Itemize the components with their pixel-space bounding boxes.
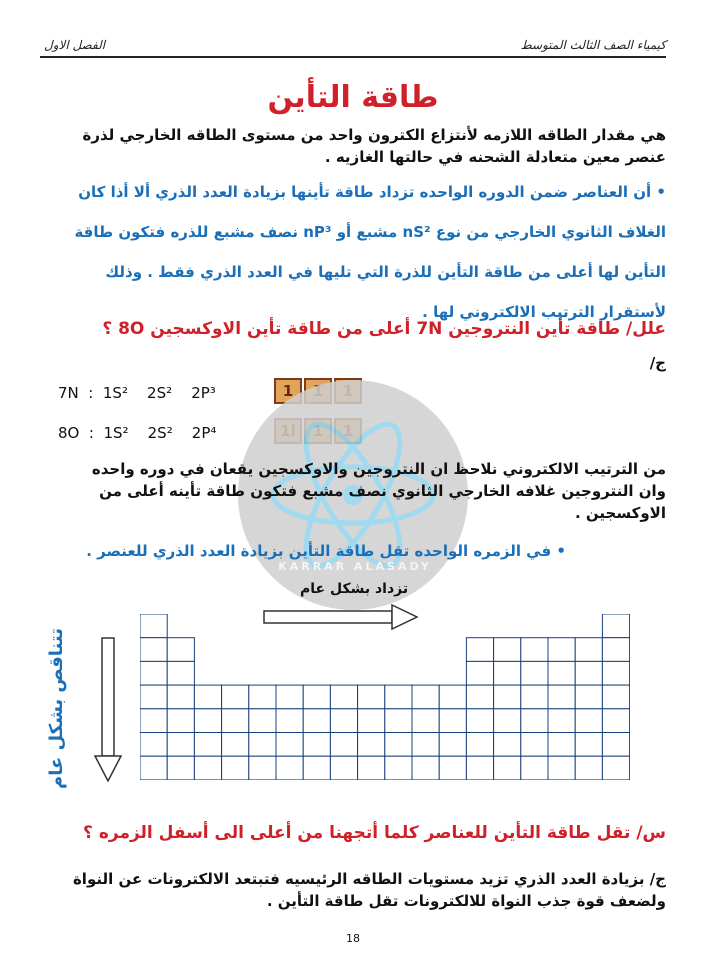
table-cell xyxy=(249,685,276,709)
table-cell xyxy=(140,709,167,733)
table-cell xyxy=(140,756,167,780)
note-group-trend: • في الزمره الواحده تقل طاقة التأين بزيادة العدد الذري للعنصر . xyxy=(86,542,566,560)
config-oxygen: 8O : 1S² 2S² 2P⁴ xyxy=(58,424,217,442)
table-cell xyxy=(602,661,629,685)
table-cell xyxy=(494,638,521,662)
table-cell xyxy=(330,685,357,709)
table-cell xyxy=(521,685,548,709)
page-title: طاقة التأين xyxy=(267,80,439,115)
table-cell xyxy=(140,733,167,757)
table-cell xyxy=(330,709,357,733)
table-cell xyxy=(602,614,629,638)
table-cell xyxy=(575,638,602,662)
table-cell xyxy=(602,685,629,709)
table-cell xyxy=(548,709,575,733)
table-cell xyxy=(140,614,167,638)
table-cell xyxy=(194,756,221,780)
table-cell xyxy=(303,756,330,780)
table-cell xyxy=(575,733,602,757)
table-cell xyxy=(358,733,385,757)
table-cell xyxy=(521,709,548,733)
table-cell xyxy=(466,661,493,685)
table-cell xyxy=(575,685,602,709)
header-left: الفصل الاول xyxy=(44,38,106,52)
table-cell xyxy=(494,733,521,757)
table-cell xyxy=(466,638,493,662)
note-period-trend: • أن العناصر ضمن الدوره الواحده تزداد طاقة تأينها بزيادة العدد الذري ألا أذا كان الغلاف الثانوي الخارجي من نوع nS² مشبع أو nP³ نصف مشبع للذره فتكون طاقة التأين لها أعلى من طاقة التأين للذرة التي تليها في العدد الذري فقط . وذلك لأستقرار الترتيب الالكتروني لها . xyxy=(74,183,666,321)
table-cell xyxy=(439,685,466,709)
table-cell xyxy=(303,685,330,709)
question-2: س/ تقل طاقة التأين للعناصر كلما أتجهنا من أعلى الى أسفل الزمره ؟ xyxy=(83,823,666,843)
table-cell xyxy=(385,685,412,709)
table-cell xyxy=(358,709,385,733)
answer-1-prefix: ج/ xyxy=(649,354,666,372)
table-cell xyxy=(222,709,249,733)
config-nitrogen: 7N : 1S² 2S² 2P³ xyxy=(58,384,216,402)
table-cell xyxy=(439,709,466,733)
table-cell xyxy=(140,661,167,685)
answer-2: ج/ بزيادة العدد الذري تزيد مستويات الطاقه الرئيسيه فتبتعد الالكترونات عن النواة ولضعف قوة جذب النواة للالكترونات تقل طاقة التأين . xyxy=(72,870,666,910)
table-cell xyxy=(466,685,493,709)
table-cell xyxy=(521,733,548,757)
arrow-down-icon xyxy=(94,637,122,782)
table-cell xyxy=(140,685,167,709)
table-cell xyxy=(194,709,221,733)
arrow-label-increase: تزداد بشكل عام xyxy=(300,581,409,597)
header-divider xyxy=(40,56,666,58)
table-cell xyxy=(494,709,521,733)
table-cell xyxy=(167,756,194,780)
table-cell xyxy=(330,733,357,757)
table-cell xyxy=(167,638,194,662)
table-cell xyxy=(249,756,276,780)
table-cell xyxy=(466,733,493,757)
definition-text: هي مقدار الطاقه اللازمه لأنتزاع الكترون واحد من مستوى الطاقه الخارجي لذرة عنصر معين متعادلة الشحنه في حالتها الغازيه . xyxy=(82,126,666,166)
watermark-text: KARRAR ALASADY xyxy=(278,560,432,573)
table-cell xyxy=(521,638,548,662)
page-number: 18 xyxy=(346,932,360,945)
table-cell xyxy=(439,756,466,780)
table-cell xyxy=(412,756,439,780)
table-cell xyxy=(548,638,575,662)
table-cell xyxy=(494,661,521,685)
table-cell xyxy=(385,756,412,780)
table-cell xyxy=(575,756,602,780)
table-cell xyxy=(276,709,303,733)
table-cell xyxy=(194,685,221,709)
table-cell xyxy=(521,756,548,780)
table-cell xyxy=(358,685,385,709)
table-cell xyxy=(194,733,221,757)
table-cell xyxy=(412,733,439,757)
table-cell xyxy=(602,638,629,662)
table-cell xyxy=(222,685,249,709)
table-cell xyxy=(276,685,303,709)
table-cell xyxy=(222,756,249,780)
table-cell xyxy=(249,733,276,757)
table-cell xyxy=(412,685,439,709)
table-cell xyxy=(575,661,602,685)
table-cell xyxy=(303,709,330,733)
table-cell xyxy=(548,685,575,709)
table-cell xyxy=(548,733,575,757)
table-cell xyxy=(330,756,357,780)
table-cell xyxy=(249,709,276,733)
table-cell xyxy=(466,709,493,733)
periodic-table-grid xyxy=(140,614,630,780)
table-cell xyxy=(602,733,629,757)
question-1: علل/ طاقة تأين النتروجين 7N أعلى من طاقة تأين الاوكسجين 8O ؟ xyxy=(102,319,666,339)
table-cell xyxy=(575,709,602,733)
table-cell xyxy=(602,756,629,780)
table-cell xyxy=(412,709,439,733)
table-cell xyxy=(222,733,249,757)
table-cell xyxy=(276,733,303,757)
explanation-text: من الترتيب الالكتروني نلاحظ ان النتروجين والاوكسجين يقعان في دوره واحده وان النتروجين غلافه الخارجي الثانوي نصف مشبع فتكون طاقة تأينه أعلى من الاوكسجين . xyxy=(91,460,666,522)
table-cell xyxy=(548,756,575,780)
table-cell xyxy=(548,661,575,685)
table-cell xyxy=(167,685,194,709)
table-cell xyxy=(358,756,385,780)
table-cell xyxy=(494,685,521,709)
table-cell xyxy=(385,709,412,733)
header-right: كيمياء الصف الثالث المتوسط xyxy=(520,38,666,52)
table-cell xyxy=(276,756,303,780)
table-cell xyxy=(466,756,493,780)
arrow-label-decrease: تتناقص بشكل عام xyxy=(46,628,67,789)
table-cell xyxy=(140,638,167,662)
table-cell xyxy=(602,709,629,733)
table-cell xyxy=(439,733,466,757)
table-cell xyxy=(303,733,330,757)
table-cell xyxy=(167,733,194,757)
table-cell xyxy=(385,733,412,757)
orbital-box: 1 xyxy=(274,378,302,404)
table-cell xyxy=(167,709,194,733)
table-cell xyxy=(167,661,194,685)
table-cell xyxy=(494,756,521,780)
table-cell xyxy=(521,661,548,685)
